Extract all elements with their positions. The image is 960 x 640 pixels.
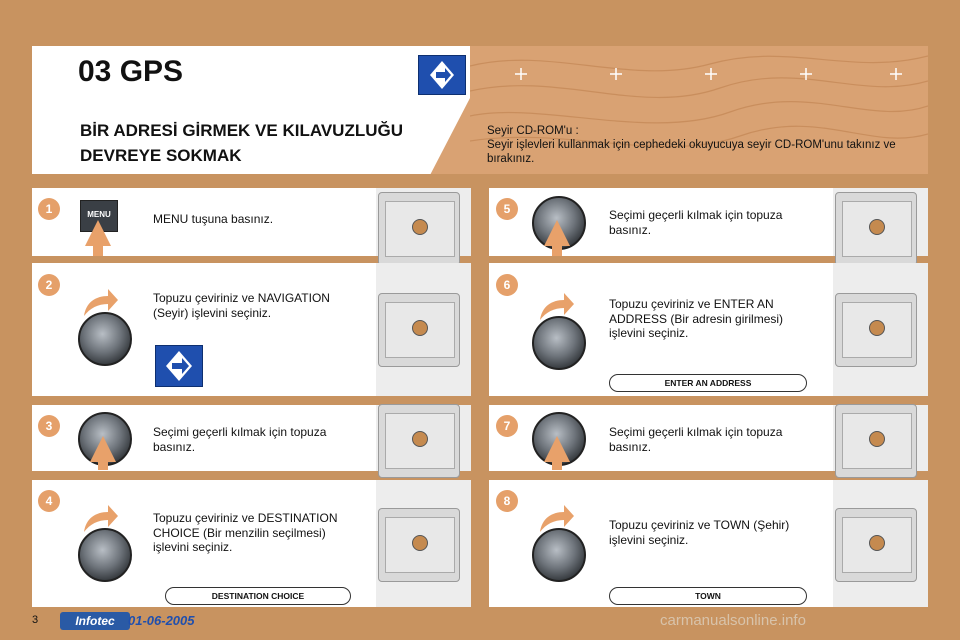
page-number: 3 — [32, 614, 39, 626]
step-text: Topuzu çeviriniz ve ENTER AN ADDRESS (Bir adresin girilmesi) işlevini seçiniz. — [609, 297, 784, 340]
press-arrow-stem — [552, 244, 562, 256]
radio-unit-image — [378, 293, 460, 367]
press-arrow-stem — [552, 460, 562, 470]
knob-icon — [78, 528, 132, 582]
radio-unit-image — [378, 404, 460, 478]
radio-unit-image — [378, 192, 460, 266]
step-text: Topuzu çeviriniz ve TOWN (Şehir) işlevini seçiniz. — [609, 518, 790, 547]
radio-unit-image — [835, 404, 917, 478]
page-title: 03 GPS — [78, 55, 184, 88]
press-arrow-icon — [90, 436, 116, 462]
step-text: Seçimi geçerli kılmak için topuza basınız. — [153, 425, 327, 454]
step-number: 8 — [496, 490, 518, 512]
radio-unit-image — [835, 192, 917, 266]
step-text: MENU tuşuna basınız. — [153, 212, 274, 226]
radio-unit-image — [378, 508, 460, 582]
step-number: 3 — [38, 415, 60, 437]
step-text: Topuzu çeviriniz ve DESTINATION CHOICE (Bir menzilin seçilmesi) işlevini seçiniz. — [153, 511, 338, 554]
step-number: 4 — [38, 490, 60, 512]
knob-icon — [532, 528, 586, 582]
step-number: 1 — [38, 198, 60, 220]
press-arrow-stem — [93, 244, 103, 256]
navigation-icon — [155, 345, 203, 387]
document-date: 01-06-2005 — [128, 613, 195, 628]
knob-icon — [532, 316, 586, 370]
step-text: Seçimi geçerli kılmak için topuza basınız. — [609, 425, 783, 454]
menu-button-image: MENU — [80, 200, 118, 232]
press-arrow-icon — [85, 220, 111, 246]
navigation-icon — [418, 55, 466, 95]
town-label: TOWN — [609, 587, 807, 605]
press-arrow-stem — [98, 460, 108, 470]
watermark: carmanualsonline.info — [660, 612, 806, 629]
enter-an-address-label: ENTER AN ADDRESS — [609, 374, 807, 392]
step-number: 6 — [496, 274, 518, 296]
radio-unit-image — [835, 508, 917, 582]
press-arrow-icon — [544, 436, 570, 462]
section-title: BİR ADRESİ GİRMEK VE KILAVUZLUĞU DEVREYE SOKMAK — [80, 121, 404, 165]
step-text: Topuzu çeviriniz ve NAVIGATION (Seyir) işlevini seçiniz. — [153, 291, 330, 320]
step-text: Seçimi geçerli kılmak için topuza basınız. — [609, 208, 783, 237]
step-number: 5 — [496, 198, 518, 220]
step-number: 7 — [496, 415, 518, 437]
radio-unit-image — [835, 293, 917, 367]
step-number: 2 — [38, 274, 60, 296]
knob-icon — [78, 312, 132, 366]
infotec-logo: Infotec — [60, 612, 130, 630]
intro-body: Seyir işlevleri kullanmak için cephedeki okuyucuya seyir CD-ROM'unu takınız ve bırakınız. — [487, 139, 896, 165]
intro-text — [487, 124, 907, 166]
press-arrow-icon — [544, 220, 570, 246]
intro-heading: Seyir CD-ROM'u : — [487, 125, 579, 137]
destination-choice-label: DESTINATION CHOICE — [165, 587, 351, 605]
